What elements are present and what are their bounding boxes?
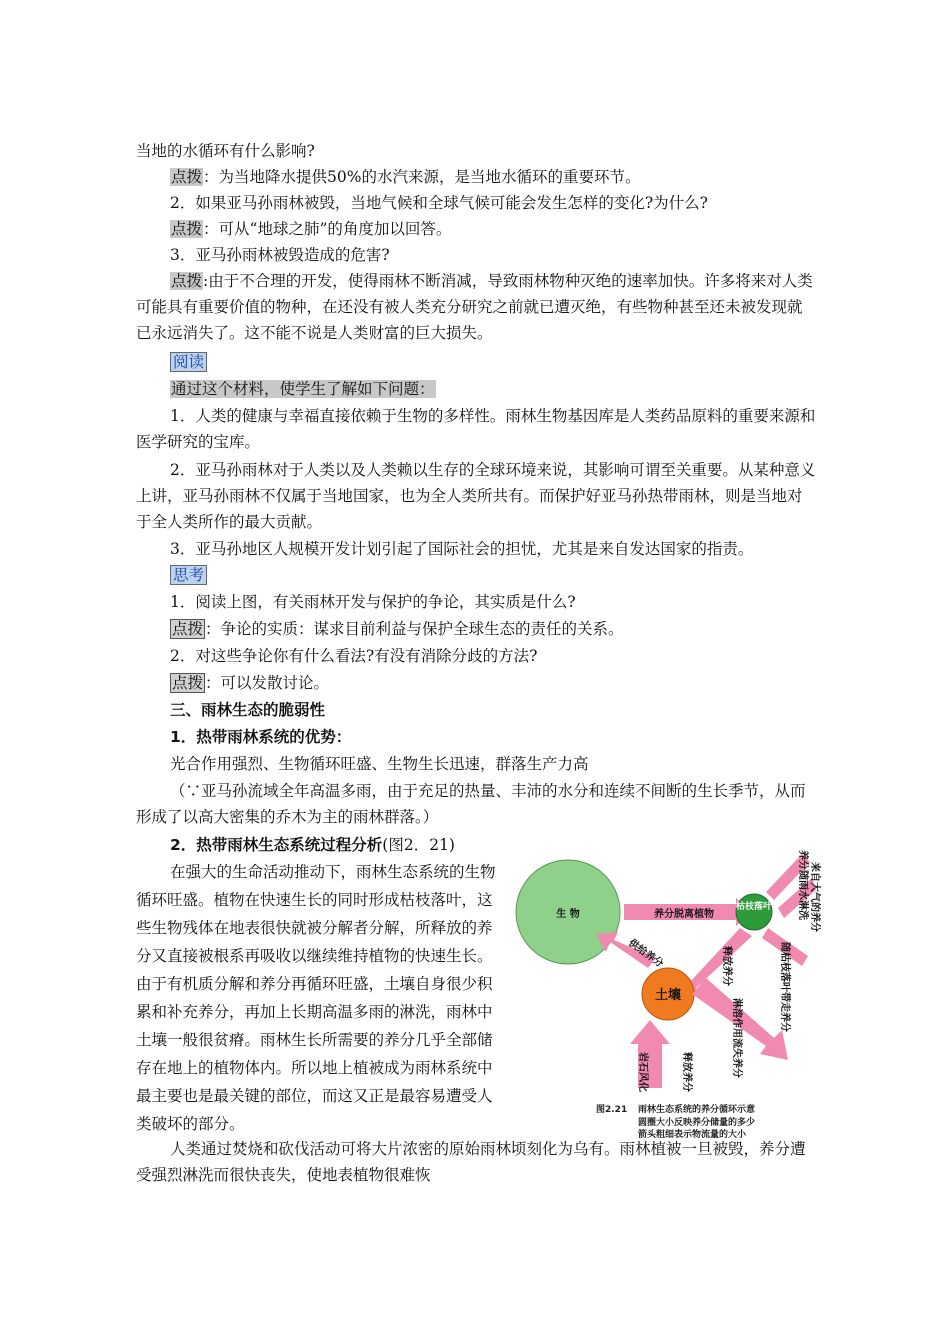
hint-tag: 点拨 xyxy=(172,674,204,692)
bio-node-label: 生 物 xyxy=(556,909,580,920)
subsection-1-heading: 1．热带雨林系统的优势： xyxy=(170,728,352,746)
section-3-heading: 三、雨林生态的脆弱性 xyxy=(170,701,326,719)
read-tag: 阅读 xyxy=(170,352,207,372)
think-question-2: 2．对这些争论你有什么看法?有没有消除分歧的方法? xyxy=(170,647,538,665)
read-heading xyxy=(136,349,816,375)
read-point-3: 3．亚马孙地区人规模开发计划引起了国际社会的担忧，尤其是来自发达国家的指责。 xyxy=(170,540,754,558)
last-paragraph: 人类通过焚烧和砍伐活动可将大片浓密的原始雨林顷刻化为乌有。雨林植被一旦被毁，养分遭受强烈淋洗而很快丧失，使地表植物很难恢 xyxy=(136,1140,806,1184)
read-point-1: 1．人类的健康与幸福直接依赖于生物的多样性。雨林生物基因库是人类药品原料的重要来源和医学研究的宝库。 xyxy=(136,407,816,451)
think-heading xyxy=(136,562,816,588)
litter-node-label: 枯枝落叶 xyxy=(735,902,773,912)
hint-1: 点拨：为当地降水提供50%的水汽来源，是当地水循环的重要环节。 xyxy=(171,168,641,186)
arrow-rock xyxy=(630,1020,670,1088)
caption-title: 雨林生态系统的养分循环示意 xyxy=(638,1105,756,1115)
subsection-1-text: 光合作用强烈、生物循环旺盛、生物生长迅速，群落生产力高 xyxy=(170,755,589,773)
question-3: 3．亚马孙雨林被毁造成的危害? xyxy=(170,246,390,264)
arrow-rock-label: 岩石风化 xyxy=(637,1052,648,1092)
soil-node-label: 土壤 xyxy=(654,988,682,1003)
caption-line-3: 箭头粗细表示物流量的大小 xyxy=(638,1130,747,1140)
caption-line-2: 圆圈大小反映养分储量的多少 xyxy=(638,1118,756,1128)
arrow-right-c-label: 随枯枝落叶带走养分 xyxy=(779,942,790,1032)
arrow-litter-soil-label: 释放养分 xyxy=(721,946,732,986)
wrapped-paragraph: 在强大的生命活动推动下，雨林生态系统的生物循环旺盛。植物在快速生长的同时形成枯枝落叶，这些生物残体在地表很快就被分解者分解，所释放的养分又直接被根系再吸收以继续维持植物的快速生长。由于有机质分解和养分再循环旺盛，土壤自身很少积累和补充养分，再加上长期高温多雨的淋洗，雨林中土壤一般很贫瘠。雨林生长所需要的养分几乎全部储存在地上的植物体内。所以地上植被成为雨林系统中最主要也是最关键的部位，而这又正是最容易遭受人类破坏的部分。 xyxy=(136,863,496,1133)
hint-5: 点拨 ：可以发散讨论。 xyxy=(172,674,330,692)
hint-tag: 点拨 xyxy=(171,220,203,238)
read-intro: 通过这个材料，使学生了解如下问题： xyxy=(171,380,435,398)
read-point-2: 2．亚马孙雨林对于人类以及人类赖以生存的全球环境来说，其影响可谓至关重要。从某种意义上讲，亚马孙雨林不仅属于当地国家，也为全人类所共有。而保护好亚马孙热带雨林，则是当地对于全人类所作的最大贡献。 xyxy=(136,461,816,531)
arrow-top-label: 养分脱离植物 xyxy=(654,909,714,920)
question-1-continuation: 当地的水循环有什么影响? xyxy=(136,142,315,160)
arrow-right-a-label: 养分随雨水淋洗 xyxy=(797,850,808,920)
arrow-supply-label: 供给养分 xyxy=(626,937,666,970)
hint-tag: 点拨 xyxy=(172,620,204,638)
think-question-1: 1．阅读上图，有关雨林开发与保护的争论，其实质是什么? xyxy=(170,593,576,611)
subsection-1-note: （∵亚马孙流域全年高温多雨，由于充足的热量、丰沛的水分和连续不间断的生长季节，从而形成了以高大密集的乔木为主的雨林群落。） xyxy=(136,782,806,826)
hint-tag: 点拨 xyxy=(171,272,203,290)
subsection-2-heading: 2．热带雨林生态系统过程分析(图2．21) xyxy=(170,836,455,854)
hint-2: 点拨：可从“地球之肺”的角度加以回答。 xyxy=(171,220,452,238)
hint-tag: 点拨 xyxy=(171,168,203,186)
litter-node xyxy=(736,894,772,930)
hint-4: 点拨 ：争论的实质：谋求目前利益与保护全球生态的责任的关系。 xyxy=(172,620,624,638)
arrow-leach-label: 淋溶作用流失养分 xyxy=(731,998,742,1078)
hint-3: 点拨:由于不合理的开发，使得雨林不断消减，导致雨林物种灭绝的速率加快。许多将来对人类可能具有重要价值的物种，在还没有被人类充分研究之前就已遭灭绝，有些物种甚至还未被发现就已永远消失了。这不能不说是人类财富的巨大损失。 xyxy=(136,272,813,342)
caption-number: 图2.21 xyxy=(596,1105,628,1115)
think-tag: 思考 xyxy=(170,565,207,585)
question-2: 2．如果亚马孙雨林被毁，当地气候和全球气候可能会发生怎样的变化?为什么? xyxy=(170,194,708,212)
arrow-right-b-label: 来自大气的养分 xyxy=(809,862,820,932)
nutrient-cycle-figure xyxy=(516,848,820,1140)
arrow-release-label: 释放养分 xyxy=(681,1052,692,1092)
